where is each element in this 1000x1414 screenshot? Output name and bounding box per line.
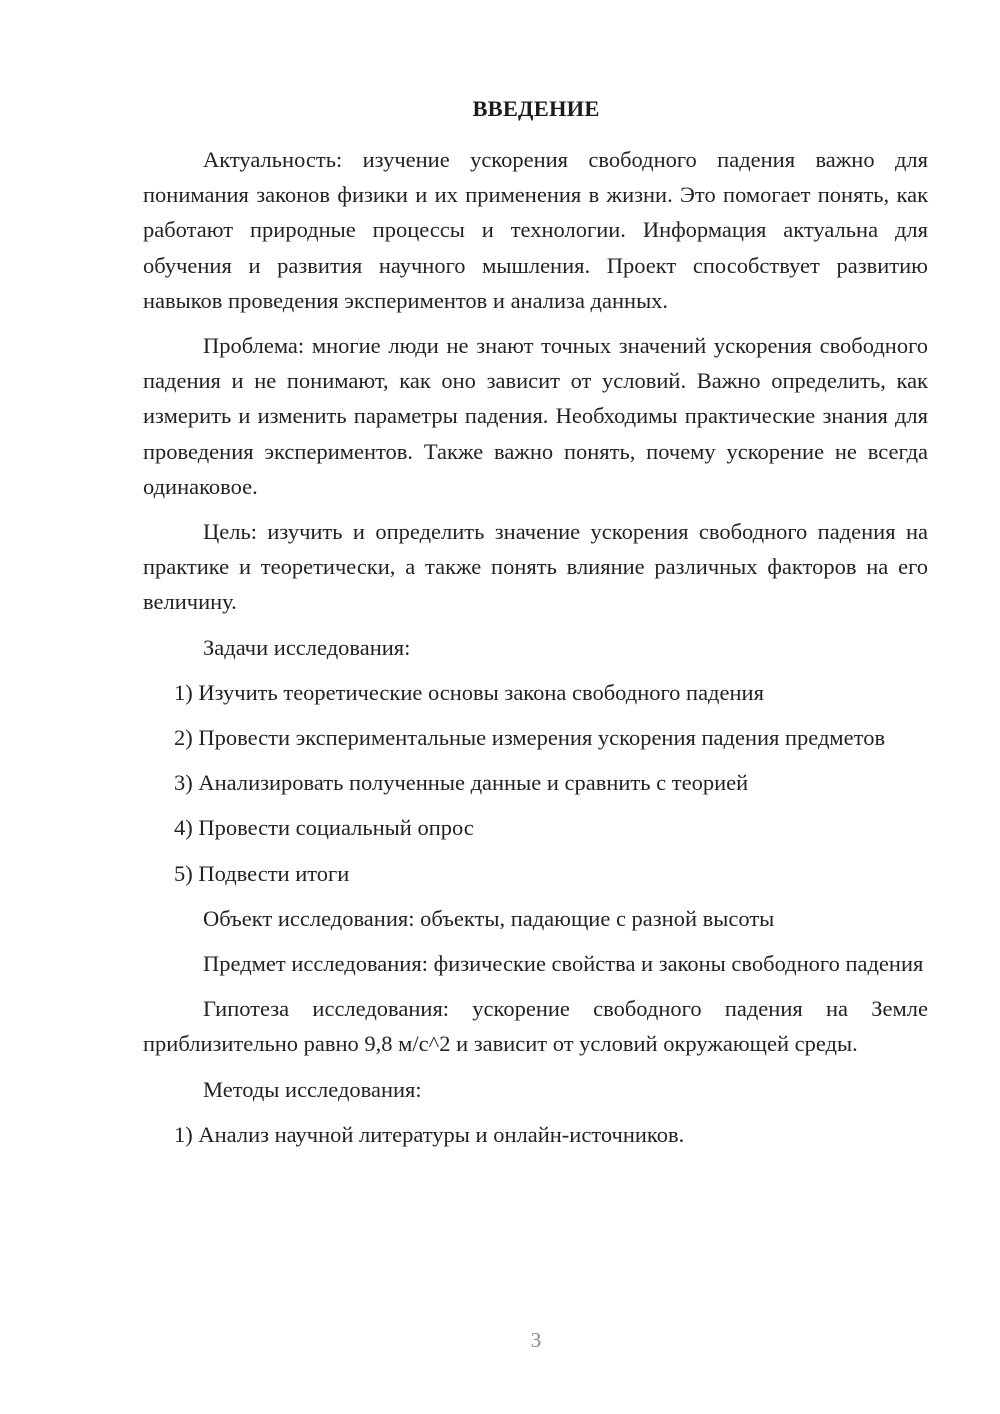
task-item: 1) Изучить теоретические основы закона свободного падения <box>174 679 764 705</box>
research-object: Объект исследования: объекты, падающие с разной высоты <box>203 905 775 931</box>
research-subject: Предмет исследования: физические свойства и законы свободного падения <box>203 951 924 977</box>
task-item: 3) Анализировать полученные данные и сравнить с теорией <box>174 770 749 796</box>
research-hypothesis: Гипотеза исследования: ускорение свободного падения на Земле приблизительно равно 9,8 м/с^2 и зависит от условий окружающей среды. <box>143 996 928 1057</box>
page-title: ВВЕДЕНИЕ <box>472 96 600 121</box>
page-number: 3 <box>530 1328 542 1352</box>
document-body <box>143 142 928 1162</box>
problem-paragraph: Проблема: многие люди не знают точных значений ускорения свободного падения и не понимают, как оно зависит от условий. Важно определить, как измерить и изменить параметры падения. Необходимы практические знания для проведения экспериментов. Также важно понять, почему ускорение не всегда одинаковое. <box>143 333 928 499</box>
tasks-heading: Задачи исследования: <box>203 634 411 660</box>
task-item: 5) Подвести итоги <box>174 860 350 886</box>
goal-paragraph: Цель: изучить и определить значение ускорения свободного падения на практике и теоретически, а также понять влияние различных факторов на его величину. <box>143 519 928 615</box>
methods-heading: Методы исследования: <box>203 1076 422 1102</box>
method-item: 1) Анализ научной литературы и онлайн-источников. <box>174 1121 685 1147</box>
task-item: 4) Провести социальный опрос <box>174 815 474 841</box>
relevance-paragraph: Актуальность: изучение ускорения свободного падения важно для понимания законов физики и их применения в жизни. Это помогает понять, как работают природные процессы и технологии. Информация актуальна для обучения и развития научного мышления. Проект способствует развитию навыков проведения экспериментов и анализа данных. <box>143 147 928 313</box>
task-item: 2) Провести экспериментальные измерения ускорения падения предметов <box>174 725 886 751</box>
